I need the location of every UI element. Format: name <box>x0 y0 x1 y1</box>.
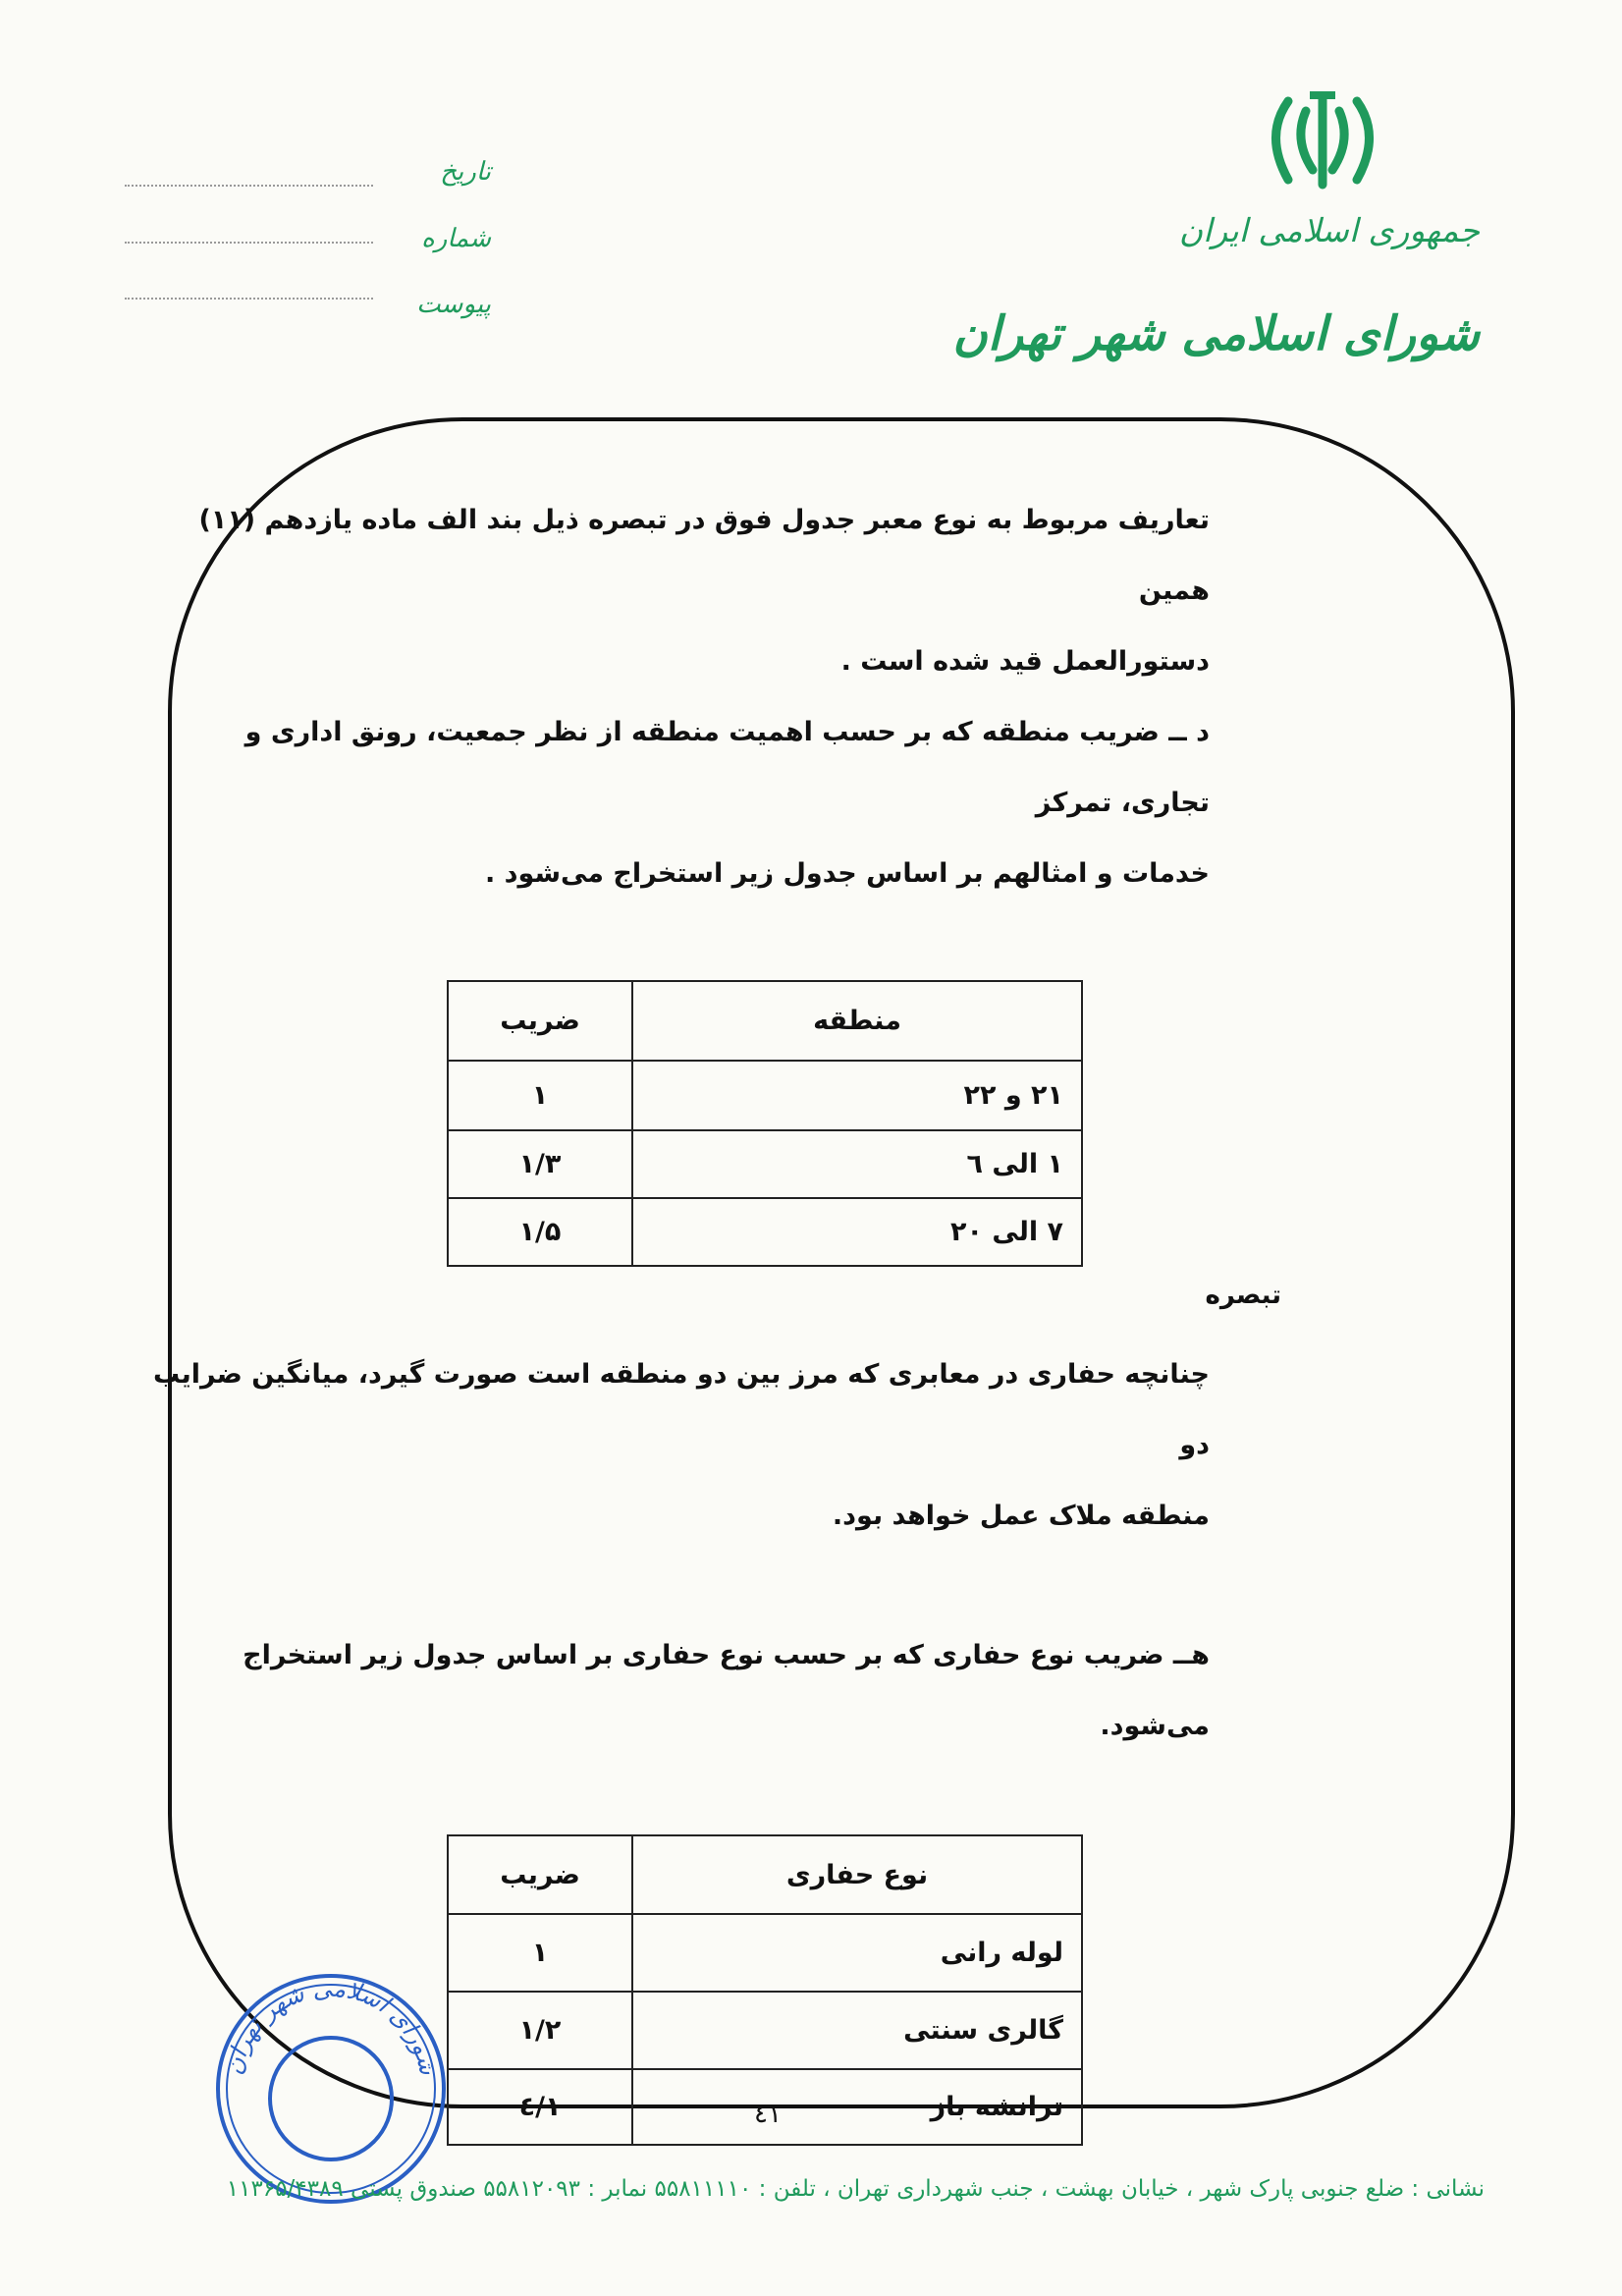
table-row <box>448 1198 1082 1266</box>
table-cell: ۲۱ و ۲۲ <box>632 1061 1082 1130</box>
document-body <box>149 485 1281 2146</box>
column-header: ضریب <box>448 981 632 1061</box>
table-header-row <box>448 1835 1082 1914</box>
table-cell: ۱/۳ <box>448 1130 632 1198</box>
number-line <box>125 242 373 244</box>
council-name: شورای اسلامی شهر تهران <box>952 306 1480 361</box>
table-row <box>448 1130 1082 1198</box>
intro-line: تعاریف مربوط به نوع معبر جدول فوق در تبصره ذیل بند الف ماده یازدهم (۱۱) همین <box>198 505 1210 606</box>
stamp-text: شورای اسلامی شهر تهران <box>219 1974 443 2078</box>
table-cell: ترانشه باز <box>632 2069 1082 2145</box>
table-cell: ۱ الی ٦ <box>632 1130 1082 1198</box>
table-cell: گالری سنتی <box>632 1992 1082 2069</box>
column-header: نوع حفاری <box>632 1835 1082 1914</box>
table-cell: ۱/۵ <box>448 1198 632 1266</box>
svg-text:شورای اسلامی شهر تهران <box>220 1974 443 2078</box>
intro-paragraph <box>149 485 1210 697</box>
region-coefficient-table <box>447 980 1083 1267</box>
table-cell: ۱/۲ <box>448 1992 632 2069</box>
page-number: ٤۱ <box>754 2100 782 2129</box>
table-cell: لوله رانی <box>632 1914 1082 1992</box>
note-title: تبصره <box>1205 1281 1281 1310</box>
table-header-row <box>448 981 1082 1061</box>
date-label: تاریخ <box>440 157 491 187</box>
section-d-line: خدمات و امثالهم بر اساس جدول زیر استخراج می‌شود . <box>485 858 1210 889</box>
attachment-line <box>125 298 373 300</box>
attachment-label: پیوست <box>416 290 491 319</box>
note-paragraph <box>149 1339 1210 1552</box>
table-cell: ۱ <box>448 1061 632 1130</box>
table-cell: ۱/٤ <box>448 2069 632 2145</box>
note-line: چنانچه حفاری در معابری که مرز بین دو منطقه است صورت گیرد، میانگین ضرایب دو <box>153 1359 1210 1460</box>
iran-emblem-icon <box>1259 86 1386 199</box>
number-label: شماره <box>421 224 491 253</box>
footer-address: نشانی : ضلع جنوبی پارک شهر ، خیابان بهشت ، جنب شهرداری تهران ، تلفن : ۵۵۸۱۱۱۱۰ نمابر : ۵۵۸۱۲۰۹۳ صندوق پستی ۱۱۳۶۵/۴۳۸۹ <box>226 2176 1485 2202</box>
section-h-paragraph: هــ ضریب نوع حفاری که بر حسب نوع حفاری بر اساس جدول زیر استخراج می‌شود. <box>243 1640 1210 1741</box>
column-header: منطقه <box>632 981 1082 1061</box>
table-row <box>448 1061 1082 1130</box>
table-cell: ۷ الی ۲۰ <box>632 1198 1082 1266</box>
table-row <box>448 1992 1082 2069</box>
intro-line: دستورالعمل قید شده است . <box>840 646 1210 677</box>
column-header: ضریب <box>448 1835 632 1914</box>
section-d-paragraph <box>149 697 1210 909</box>
date-line <box>125 185 373 187</box>
section-d-line: د ــ ضریب منطقه که بر حسب اهمیت منطقه از نظر جمعیت، رونق اداری و تجاری، تمرکز <box>244 717 1210 818</box>
table-cell: ۱ <box>448 1914 632 1992</box>
note-line: منطقه ملاک عمل خواهد بود. <box>832 1501 1210 1531</box>
table-row <box>448 1914 1082 1992</box>
country-name: جمهوری اسلامی ایران <box>1178 211 1480 249</box>
